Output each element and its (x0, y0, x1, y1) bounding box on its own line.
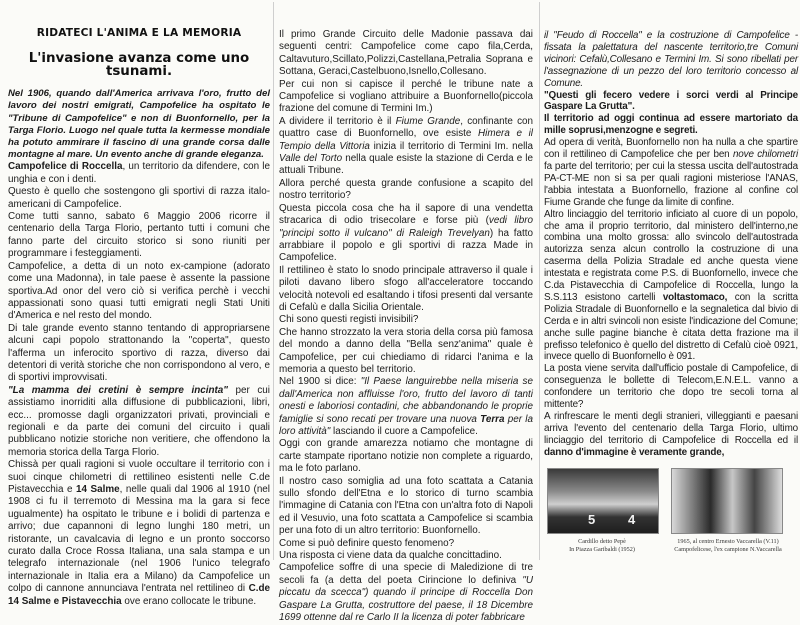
bold-text: voltastomaco, (662, 291, 728, 303)
paragraph (8, 459, 270, 608)
paragraph: Il nostro caso somiglia ad una foto scattata a Catania sullo sfondo dell'Etna e lo storico di turno scambia l'immagine di Catania con l'Etna con un'altra foto di Napoli ed il Vesuvio, una foto scattata a Campofelice si scambia per una foto di un altro territorio: Buonfornello. (279, 475, 533, 537)
page-subtitle: L'invasione avanza come uno tsunami. (28, 51, 250, 79)
column-divider-left (273, 2, 274, 560)
text: per cui assistiamo inorriditi alla diffusione di pubblicazioni, libri, ecc... promosse dagli organizzatori privati, provinciali e regionali e da parte dei comuni del circuito i quali pubblicano notizie storiche non veritiere, che offendono la memoria storica della Targa Florio. (8, 384, 270, 458)
paragraph: Una risposta ci viene data da qualche concittadino. (279, 550, 502, 562)
paragraph (544, 137, 798, 208)
text: inizia il territorio di Termini Im. nella (369, 140, 533, 152)
caption-line: Cardillo detto Pepè (578, 538, 626, 545)
paragraph (279, 116, 533, 178)
photo-caption (668, 538, 788, 554)
column-middle (279, 29, 533, 625)
text: Ad opera di verità, Buonfornello non ha nulla a che spartire con il rettilineo di Campofelice che per ben (544, 137, 798, 161)
paragraph (279, 376, 533, 438)
italic-text: Fiume Grande (395, 115, 461, 127)
paragraph: Allora perché questa grande confusione a scapito del nostro territorio? (279, 177, 533, 202)
paragraph: Di tale grande evento stanno tentando di appropriarsene alcuni capi popolo strattonando la "coperta", questo l'afferma un inferocito sportivo di razza, diverso dai detentori di verità storiche che non corrispondono al vero, e di sportivi improvvisati. (8, 322, 270, 384)
caption-line: In Piazza Garibaldi (1952) (569, 546, 635, 553)
text: A rinfrescare le menti degli stranieri, villeggianti e paesani arriva l'evento del centenario della Targa Florio, ultimo linciaggio del territorio di Campofelice di Roccella ed il (544, 411, 798, 446)
paragraph: Il territorio ad oggi continua ad essere martoriato da mille soprusi,menzogne e segreti. (544, 113, 798, 137)
bold-text: danno d'immagine è veramente grande, (544, 446, 725, 458)
italic-text: per la loro attività" (279, 413, 533, 437)
paragraph: Che hanno strozzato la vera storia della corsa più famosa del mondo a danno della "Bella senz'anima" quale è Campofelice, per cui chiediamo di ridarci l'anima e la memoria a questo bel territorio. (279, 326, 533, 375)
text: Questa piccola cosa che ha il sapore di una vendetta stracarica di odio trisecolare e forse più ( (279, 202, 533, 227)
paragraph: Il primo Grande Circuito delle Madonie passava dai seguenti centri: Campofelice come capo fila,Cerda, Caltavuturo,Scillato,Polizzi,Castellana,Petralia Soprana e Sottana, Geraci,Castelbuono,Isnello,Collesano. (279, 29, 533, 78)
page-title: RIDATECI L'ANIMA E LA MEMORIA (36, 27, 242, 39)
italic-text: nove chilometri (732, 149, 798, 161)
car-number: 4 (628, 512, 636, 527)
paragraph: Per cui non si capisce il perché le tribune nate a Campofelice si vogliano attribuire a Buonfornello(piccola frazione del comune di Termini Im.) (279, 78, 533, 115)
paragraph: La posta viene servita dall'ufficio postale di Campofelice, di conseguenza le bollette di Telecom,E.N.E.L. vanno a confondere un territorio che dopo tre secoli torna al mittente? (544, 363, 798, 411)
caption-line: Campofelicese, l'ex campione N.Vaccarella (674, 546, 782, 553)
text: con la scritta Polizia Stradale di Buonfornello e la segnaletica dal bivio di Cerda e in altri svincoli non esiste l'indicazione del Comune; anche sulle pagine bianche è citata detta frazione ma il prefisso telefonico è quello del distretto di Cefalù cioè 0921, invece quello di Buonfornello è 091. (544, 291, 798, 363)
column-right (544, 30, 798, 459)
bold-text: C.de 14 Salme e Pistavecchia (8, 583, 270, 607)
italic-text: "Il Paese languirebbe nella miseria se dall'America non affluisse l'oro, frutto del lavoro di tanti onesti e laboriosi contadini, che abbandonando le proprie famiglie si sono recati per trovare una nuova (279, 376, 533, 425)
text: Campofelice soffre di una specie di Maledizione di tre secoli fa (a detta del poeta Cirincione lo definiva (279, 562, 533, 586)
paragraph (8, 161, 270, 186)
paragraph (544, 209, 798, 364)
paragraph (8, 385, 270, 459)
paragraph: il "Feudo di Roccella" e la costruzione di Campofelice - fissata la palettatura del nascente territorio,tre Comuni vicinori: Cefalù,Collesano e Termini Im. Si sono ribellati per l'assegnazione di un pezzo del loro territorio concesso al Comune. (544, 30, 798, 89)
paragraph (279, 203, 533, 265)
photo-caption (542, 538, 662, 554)
column-left (8, 0, 270, 608)
text: Nel 1900 si dice: (279, 376, 361, 388)
bold-italic-text: Terra (480, 413, 505, 425)
text: ) ha fatto arrabbiare il popolo e gli sportivi di razza Made in Campofelice. (279, 227, 533, 264)
italic-text: Himera e il Tempio della Vittoria (279, 128, 533, 152)
photo-race-car (547, 468, 659, 534)
text: Chissà per quali ragioni si vuole occultare il territorio con i suoi cinque chilometri di rettilineo esistenti nelle C.de Pistavecchia e (8, 459, 270, 495)
paragraph: Oggi con grande amarezza notiamo che montagne di carte stampate riportano notizie non complete a riguardo, ma le foto parlano. (279, 438, 533, 475)
photo-drivers-group (671, 468, 783, 534)
text: fa parte del territorio; per cui la stessa uscita dell'autostrada PA-CT-ME non si sa per quali ragioni misteriose l'ANAS, l'abbia intestata a Buonfornello, frazione al confine col Fiume Grande che funge da limite di confine. (544, 160, 798, 208)
paragraph: Come si può definire questo fenomeno? (279, 537, 455, 549)
paragraph: Il rettilineo è stato lo snodo principale attraverso il quale i piloti davano libero sfogo all'acceleratore toccando velocità notevoli ed esaltando i tifosi presenti dal versante di Cefalù e dalla Sicilia Orientale. (279, 264, 533, 313)
caption-line: 1965, al centro Ernesto Vaccarella (V.11) (677, 538, 779, 545)
bold-text: Campofelice di Roccella (8, 161, 123, 173)
bold-text: 14 Salme (75, 484, 120, 495)
text: Altro linciaggio del territorio inficiato al cuore di un popolo, che ama il proprio territorio, dal ministero dell'interno,ne combina una molto grossa: allo svincolo dell'autostrada autorizza senza alcun controllo la costruzione di una caserma della Polizia Stradale ed anche questa viene intestata e registrata come P.S. di Buonfornello, invece che C.da Pistavecchia di Campofelice di Roccella, lungo la S.S.113 esistono cartelli (544, 208, 798, 303)
paragraph: "Questi gli fecero vedere i sorci verdi al Principe Gaspare La Grutta". (544, 89, 798, 113)
paragraph: Campofelice, a detta di un noto ex-campione (adorato come una Madonna), in tale paese è assente la passione sportiva.Ad onor del vero ciò si verifica perchè i vecchi appassionati sono quasi tutti emigrati negli Stati Uniti d'America e nel resto del mondo. (8, 260, 270, 322)
text: lasciando il cuore a Campofelice. (330, 426, 478, 437)
car-number: 5 (588, 512, 596, 527)
italic-text: "U piccatu da scecca") quando il principe di Roccella Don Gaspare La Grutta, costruttore del paese, il 18 Dicembre 1699 ottenne dal re Carlo II la licenza di poter fabbricare (279, 574, 533, 624)
column-divider-right (539, 2, 540, 560)
quote-text: "La mamma dei cretini è sempre incinta" (8, 384, 228, 396)
text: , nelle quali dal 1906 al 1910 (nel 1908 ci fu il terremoto di Messina ma la gara si fece ugualmente) ha ospitato le tribune e i bolidi di partenza e arrivo; due capannoni di legno lunghi 180 metri, un ristorante, un cavalcavia di legno e un pronto soccorso curato dalla Croce Rossa Italiana, una sala stampa e un telegrafo internazionale (nel 1906 l'unico telegrafo internazionale in Italia era a Milano) da Campofelice un colpo di cannone annunciava l'entrata nel rettilineo di (8, 484, 270, 595)
italic-text: vedi libro "principi sotto il vulcano" di Raleigh Trevelyan (279, 215, 533, 239)
photo-strip (545, 468, 795, 560)
italic-text: Valle del Torto (279, 153, 343, 165)
intro-paragraph: Nel 1906, quando dall'America arrivava l'oro, frutto del lavoro dei nostri emigrati, Campofelice ha ospitato le "Tribune di Campofelice" e non di Buonfornello, per la Targa Florio. Luogo nel quale tutta la kermesse mondiale ha potuto ammirare il fascino di una grande corsa dalle montagne al mare. Un evento anche di grande eleganza. (8, 88, 270, 161)
text: , confinante con quattro case di Buonfornello, ove esiste (279, 115, 533, 140)
text: nella quale esiste la stazione di Cerda e le attuali Tribune. (279, 153, 533, 177)
paragraph: Chi sono questi registi invisibili? (279, 314, 419, 326)
paragraph: Come tutti sanno, sabato 6 Maggio 2006 ricorre il centenario della Targa Florio, pertanto tutti i comuni che fanno parte del circuito storico si sono riuniti per programmare i festeggiamenti. (8, 211, 270, 260)
text: A dividere il territorio è il (279, 115, 396, 127)
text: , un territorio da difendere, con le unghia e con i denti. (8, 161, 270, 185)
paragraph: Questo è quello che sostengono gli sportivi di razza italo-americani di Campofelice. (8, 186, 270, 210)
paragraph (544, 411, 798, 459)
paragraph (279, 562, 533, 624)
text: ove erano collocate le tribune. (121, 595, 257, 607)
